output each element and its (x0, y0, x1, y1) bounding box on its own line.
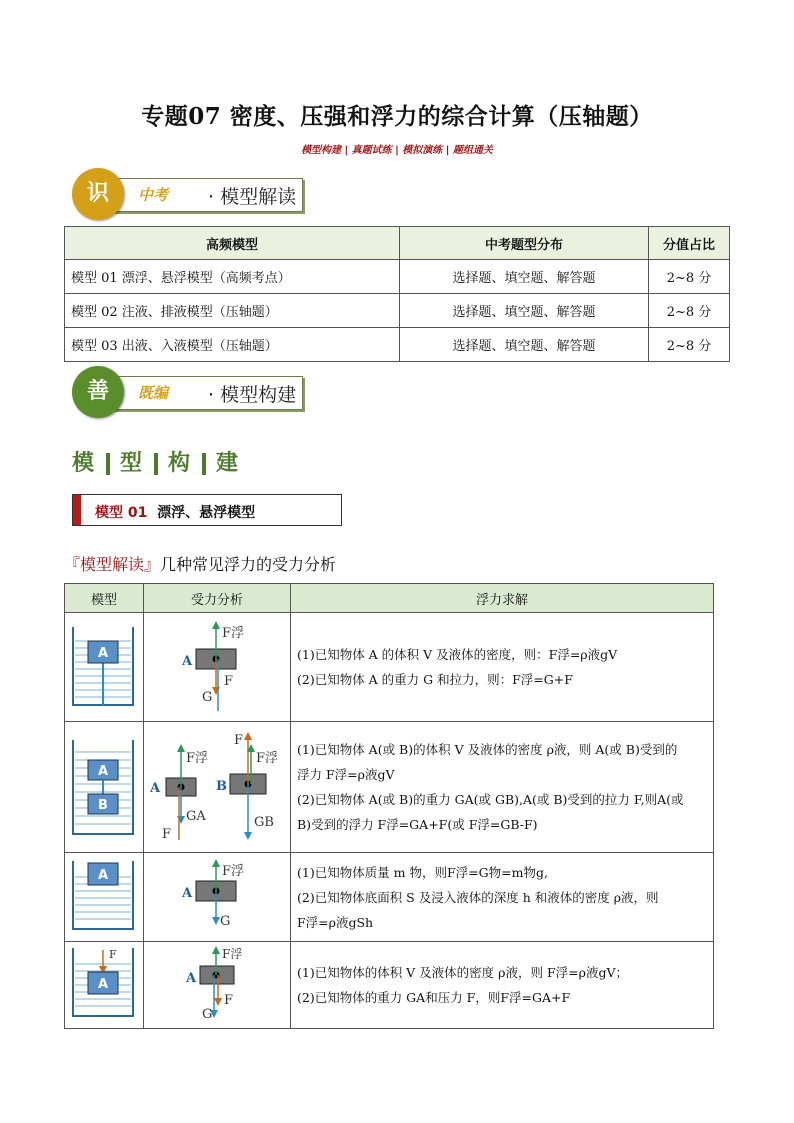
table-row (65, 942, 714, 1029)
table-cell: 2~8 分 (649, 294, 730, 328)
solution-line: (1)已知物体的体积 V 及液体的密度 ρ液，则 F浮=ρ液gV； (297, 965, 629, 980)
label-f: F (162, 827, 172, 842)
table-cell: 选择题、填空题、解答题 (400, 260, 649, 294)
label-b: B (216, 779, 227, 794)
table-row (65, 613, 714, 722)
solution-line: (2)已知物体 A(或 B)的重力 GA(或 GB),A(或 B)受到的拉力 F,则A(或 (297, 792, 684, 807)
force-analysis-table (64, 583, 714, 1029)
solution-cell (291, 722, 714, 853)
solution-line: F浮=ρ液gSh (297, 914, 374, 930)
section-separator (154, 453, 158, 475)
banner-tag: 既编 (138, 384, 169, 402)
label-f: F (234, 733, 244, 748)
solution-line: 浮力 F浮=ρ液gV (297, 767, 395, 782)
table-row (65, 294, 730, 328)
force-diagram (144, 853, 288, 937)
table-header: 中考题型分布 (400, 227, 649, 260)
solution-cell (291, 853, 714, 942)
label-a: A (97, 764, 109, 779)
label-a: A (182, 886, 193, 901)
table-cell: 模型 02 注液、排液模型（压轴题） (65, 294, 400, 328)
label-f-buoyancy: F浮 (256, 751, 279, 766)
model-cell (65, 722, 144, 853)
label-g: G (202, 690, 213, 705)
solution-line: (1)已知物体 A 的体积 V 及液体的密度，则：F浮=ρ液gV (297, 647, 618, 662)
table-cell: 2~8 分 (649, 260, 730, 294)
force-cell (144, 942, 291, 1029)
label-f: F (224, 674, 234, 689)
page-subtitle: 模型构建 | 真题试练 | 模拟演练 | 题组通关 (301, 145, 493, 156)
model-cell (65, 613, 144, 722)
label-a: A (186, 971, 197, 986)
frequency-table (64, 226, 730, 362)
section-char: 构 (168, 451, 193, 476)
reading-text: 几种常见浮力的受力分析 (160, 555, 337, 574)
table-cell: 2~8 分 (649, 328, 730, 362)
banner-text: · 模型解读 (208, 186, 297, 208)
label-f: F (109, 948, 117, 961)
force-diagram (144, 722, 288, 848)
reading-bracket: 『模型解读』 (64, 555, 161, 574)
label-g: G (202, 1007, 213, 1022)
table-cell: 模型 01 漂浮、悬浮模型（高频考点） (65, 260, 400, 294)
beaker-diagram (65, 722, 141, 848)
table-row (65, 328, 730, 362)
banner-text: · 模型构建 (208, 384, 297, 406)
solution-cell (291, 613, 714, 722)
page-title: 专题07 密度、压强和浮力的综合计算（压轴题） (141, 103, 653, 130)
label-g: G (220, 914, 231, 929)
section-char: 建 (216, 451, 241, 476)
table-header: 受力分析 (144, 584, 291, 613)
table-row (65, 722, 714, 853)
label-f-buoyancy: F浮 (222, 626, 245, 641)
label-ga: GA (186, 809, 206, 824)
solution-line: (2)已知物体 A 的重力 G 和拉力，则：F浮=G+F (297, 672, 573, 687)
beaker-diagram (65, 853, 141, 937)
table-header: 浮力求解 (291, 584, 714, 613)
beaker-diagram (65, 942, 141, 1024)
solution-line: (2)已知物体底面积 S 及浸入液体的深度 h 和液体的密度 ρ液，则 (297, 889, 659, 905)
section-separator (202, 453, 206, 475)
label-f-buoyancy: F浮 (222, 947, 243, 961)
label-f-buoyancy: F浮 (186, 751, 209, 766)
model-heading-accent (73, 495, 81, 525)
model-number: 模型 01 (95, 505, 148, 521)
model-name: 漂浮、悬浮模型 (157, 505, 256, 521)
force-cell (144, 722, 291, 853)
solution-cell (291, 942, 714, 1029)
table-cell: 选择题、填空题、解答题 (400, 328, 649, 362)
banner-circle-icon: 识 (72, 168, 124, 220)
model-cell (65, 853, 144, 942)
label-a: A (97, 977, 109, 992)
force-diagram (144, 613, 288, 717)
section-char: 型 (120, 451, 145, 476)
section-title (72, 446, 240, 477)
force-cell (144, 853, 291, 942)
table-row (65, 260, 730, 294)
label-a: A (150, 781, 161, 796)
section-separator (106, 453, 110, 475)
force-cell (144, 613, 291, 722)
label-f: F (224, 993, 234, 1008)
table-row (65, 853, 714, 942)
solution-line: (1)已知物体质量 m 物，则F浮=G物=m物g, (297, 864, 548, 880)
table-header: 高频模型 (65, 227, 400, 260)
label-a: A (97, 868, 109, 883)
table-cell: 选择题、填空题、解答题 (400, 294, 649, 328)
force-diagram (144, 942, 288, 1024)
reading-heading (64, 552, 336, 575)
solution-line: B)受到的浮力 F浮=GA+F(或 F浮=GB-F) (297, 817, 538, 832)
banner-tag: 中考 (138, 186, 169, 204)
banner-bar (112, 178, 303, 212)
label-a: A (182, 654, 193, 669)
label-a: A (97, 646, 109, 661)
solution-line: (1)已知物体 A(或 B)的体积 V 及液体的密度 ρ液，则 A(或 B)受到的 (297, 742, 678, 757)
banner-bar (112, 376, 303, 410)
section-char: 模 (72, 451, 97, 476)
model-heading (72, 494, 342, 526)
label-f-buoyancy: F浮 (222, 864, 245, 879)
beaker-diagram (65, 613, 141, 717)
table-header: 模型 (65, 584, 144, 613)
solution-line: (2)已知物体的重力 GA和压力 F，则F浮=GA+F (297, 990, 571, 1005)
table-header: 分值占比 (649, 227, 730, 260)
model-cell (65, 942, 144, 1029)
table-cell: 模型 03 出液、入液模型（压轴题） (65, 328, 400, 362)
label-b: B (98, 798, 108, 813)
label-gb: GB (254, 815, 274, 830)
banner-circle-icon: 善 (72, 366, 124, 418)
